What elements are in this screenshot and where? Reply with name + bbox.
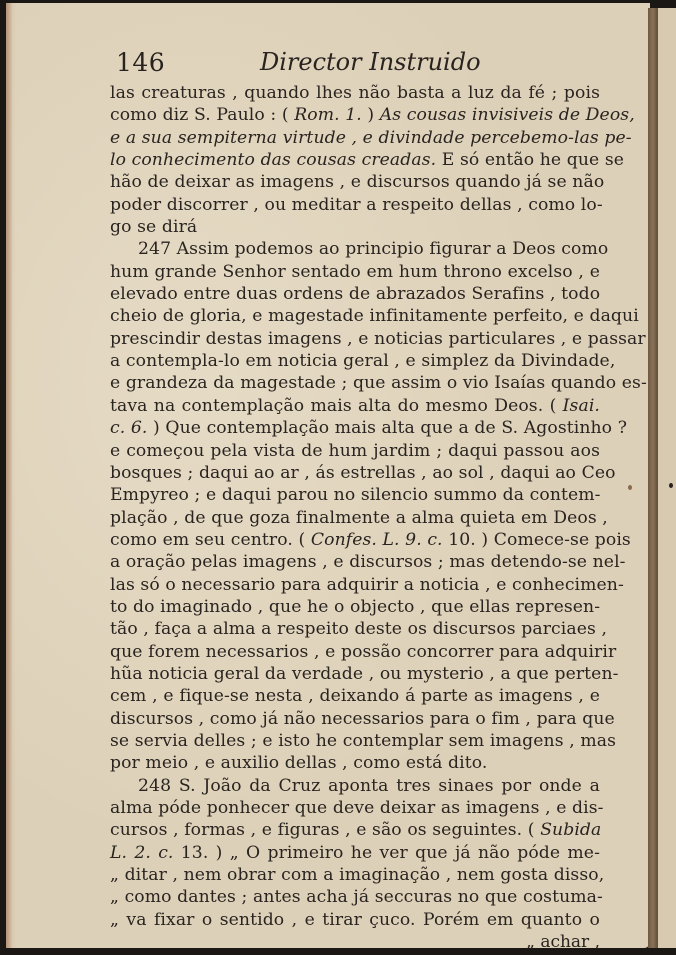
text-span: )	[361, 105, 380, 126]
text-span: to do imaginado , que he o objecto , que ellas represen-	[110, 596, 601, 617]
text-span: e começou pela vista de hum jardim ; daqui passou aos	[110, 440, 600, 461]
text-span: las creaturas , quando lhes não basta a luz da fé ; pois	[110, 83, 600, 103]
text-span: cursos , formas , e figuras , e são os seguintes. (	[110, 820, 541, 841]
italic-span: As cousas invisiveis de Deos,	[379, 105, 635, 126]
text-span: como em seu centro. (	[110, 529, 311, 550]
ink-speck	[628, 485, 632, 490]
text-line	[110, 819, 600, 841]
text-span: cheio de gloria, e magestade infinitamente perfeito, e daqui	[110, 306, 639, 327]
text-span: Empyreo ; e daqui parou no silencio summo da contem-	[110, 485, 601, 506]
catchword: „ achar ,	[526, 932, 600, 953]
page-edge	[6, 3, 12, 948]
text-span: discursos , como já não necessarios para o fim , para que	[110, 708, 615, 729]
text-span: que forem necessarios , e possão concorrer para adquirir	[110, 641, 617, 662]
text-line	[110, 775, 600, 797]
text-line	[110, 149, 625, 171]
text-line	[110, 797, 604, 819]
page-text-block	[110, 48, 647, 953]
text-span: go se dirá	[110, 217, 198, 238]
italic-span: Subida	[540, 820, 602, 841]
text-span: ) Que contemplação mais alta que a de S. Agostinho ?	[147, 418, 628, 439]
text-line	[110, 596, 600, 618]
text-line	[110, 886, 603, 908]
text-line	[110, 395, 600, 417]
text-span: se servia delles ; e isto he contemplar sem imagens , mas	[110, 730, 616, 751]
text-span: tão , faça a alma a respeito deste os discursos parciaes ,	[110, 619, 608, 640]
text-line	[110, 216, 600, 238]
italic-span: e a sua sempiterna virtude , e divindade percebemo-las pe-	[110, 127, 632, 148]
text-line	[110, 350, 616, 372]
text-line	[110, 685, 600, 707]
text-line	[110, 283, 600, 305]
facing-page-edge	[658, 8, 676, 948]
text-line	[110, 708, 615, 730]
text-line	[110, 574, 624, 596]
text-span: cem , e fique-se nesta , deixando á parte as imagens , e	[110, 686, 600, 707]
text-span: 248 S. João da Cruz aponta tres sinaes por onde a	[138, 775, 600, 796]
text-span: hum grande Senhor sentado em hum throno excelso , e	[110, 261, 600, 282]
text-span: elevado entre duas ordens de abrazados Serafins , todo	[110, 284, 601, 305]
text-span: bosques ; daqui ao ar , ás estrellas , ao sol , daqui ao Ceo	[110, 462, 616, 483]
text-span: prescindir destas imagens , e noticias particulares , e passar	[110, 328, 646, 349]
text-line	[110, 82, 600, 104]
text-span: como diz S. Paulo : (	[110, 105, 295, 126]
italic-span: Confes. L. 9. c.	[310, 529, 443, 550]
text-line	[110, 104, 635, 126]
text-span: alma póde ponhecer que deve deixar as imagens , e dis-	[110, 798, 604, 818]
text-line	[110, 305, 639, 327]
text-span: las só o necessario para adquirir a noticia , e conhecimen-	[110, 574, 624, 595]
book-gutter	[648, 8, 658, 948]
text-span: 13. ) „ O primeiro he ver que já não póde me-	[173, 842, 600, 863]
text-line	[110, 127, 632, 149]
italic-span: L. 2. c.	[110, 842, 174, 863]
text-span: 10. ) Comece-se pois	[442, 529, 631, 550]
text-line	[110, 417, 628, 439]
italic-span: Rom. 1.	[294, 105, 362, 126]
text-line	[110, 440, 600, 462]
text-span: 247 Assim podemos ao principio figurar a Deos como	[138, 239, 609, 260]
text-span: a contempla-lo em noticia geral , e simplez da Divindade,	[110, 351, 616, 372]
text-line	[110, 641, 617, 663]
text-line	[110, 730, 616, 752]
text-line	[110, 529, 631, 551]
text-span: hão de deixar as imagens , e discursos quando já se não	[110, 172, 605, 193]
text-line	[110, 618, 608, 640]
text-span: poder discorrer , ou meditar a respeito dellas , como lo-	[110, 194, 603, 215]
text-line	[110, 663, 619, 685]
text-line	[110, 909, 600, 931]
text-line	[110, 328, 646, 350]
text-line	[110, 261, 600, 283]
text-line	[110, 551, 626, 573]
text-line	[110, 194, 603, 216]
text-span: por meio , e auxilio dellas , como está dito.	[110, 753, 488, 774]
text-span: plação , de que goza finalmente a alma quieta em Deos ,	[110, 507, 608, 528]
body-text	[110, 82, 647, 931]
ink-speck	[669, 483, 673, 488]
text-span: „ ditar , nem obrar com a imaginação , nem gosta disso,	[110, 865, 605, 886]
text-span: e grandeza da magestade ; que assim o vio Isaías quando es-	[110, 373, 647, 394]
text-line	[110, 842, 600, 864]
text-span: „ como dantes ; antes acha já seccuras no que costuma-	[110, 887, 603, 908]
text-line	[110, 484, 600, 506]
text-span: „ va fixar o sentido , e tirar çuco. Porém em quanto o	[110, 909, 600, 930]
text-line	[110, 238, 609, 260]
text-line	[110, 752, 600, 774]
italic-span: Isai.	[562, 395, 600, 416]
text-line	[110, 864, 605, 886]
running-title: Director Instruido	[260, 48, 481, 76]
text-line	[110, 507, 608, 529]
text-span: hũa noticia geral da verdade , ou mysterio , a que perten-	[110, 663, 619, 684]
italic-span: c. 6.	[110, 418, 148, 439]
page-number: 146	[116, 48, 166, 77]
italic-span: lo conhecimento das cousas creadas.	[110, 150, 437, 171]
text-line	[110, 462, 616, 484]
text-span: tava na contemplação mais alta do mesmo Deos. (	[110, 395, 563, 416]
text-line	[110, 372, 647, 394]
text-span: E só então he que se	[436, 150, 625, 171]
running-head	[110, 48, 600, 82]
text-line	[110, 171, 605, 193]
text-span: a oração pelas imagens , e discursos ; mas detendo-se nel-	[110, 552, 626, 573]
